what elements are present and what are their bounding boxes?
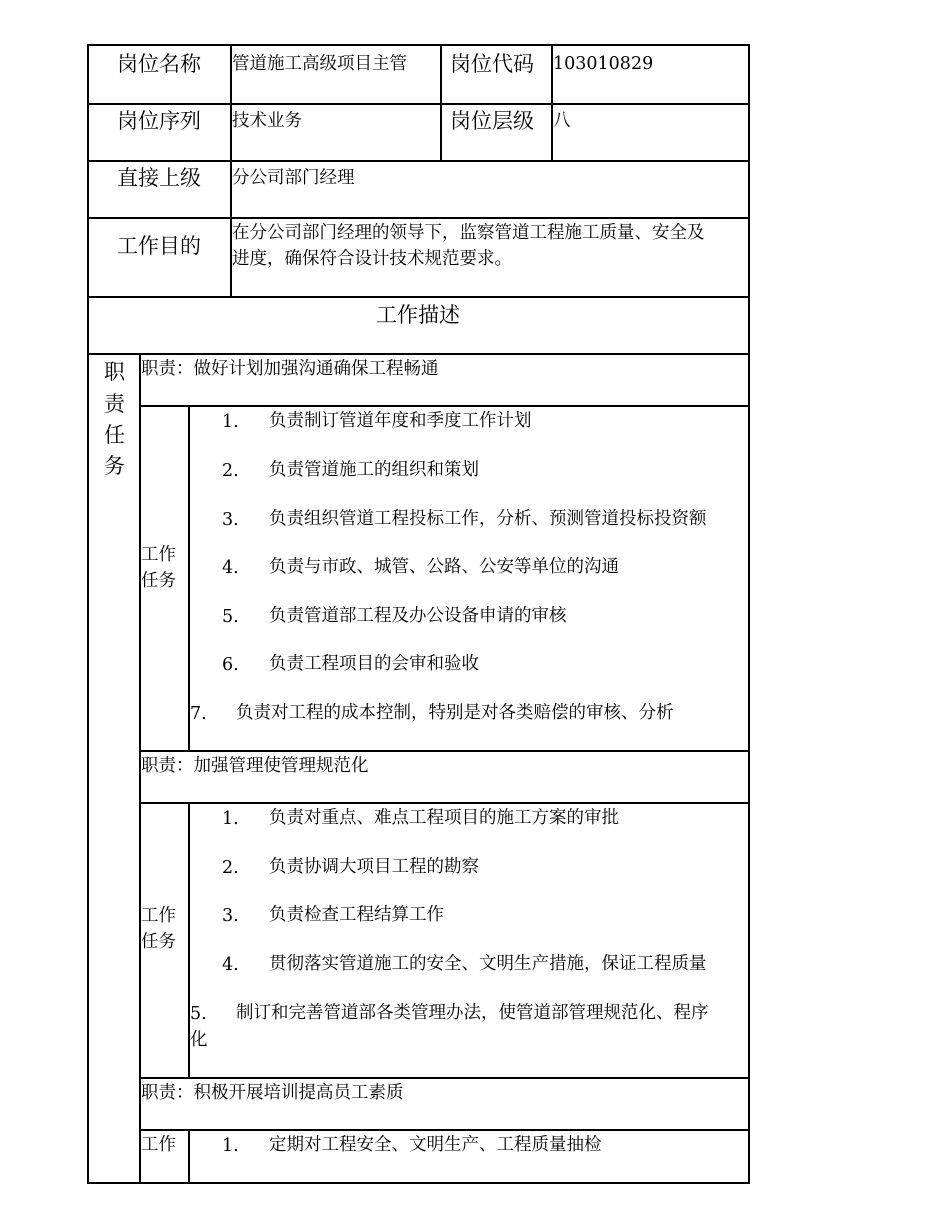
section-title: 工作描述 <box>376 303 460 327</box>
task-label: 工作 <box>141 906 176 926</box>
task-text: 负责组织管道工程投标工作，分析、预测管道投标投资额 <box>269 509 707 529</box>
side-label-char: 务 <box>104 454 125 478</box>
level-value: 八 <box>553 111 571 131</box>
duty-divider <box>139 1077 750 1079</box>
task-label: 工作 <box>141 1135 176 1155</box>
position-code-label: 岗位代码 <box>450 52 534 76</box>
row-divider <box>87 103 750 105</box>
duty-divider <box>139 750 750 752</box>
border-top <box>87 44 750 46</box>
task-text: 负责检查工程结算工作 <box>269 905 444 925</box>
task-text: 负责管道施工的组织和策划 <box>269 460 479 480</box>
task-number: 5. <box>190 1004 207 1024</box>
task-label: 任务 <box>141 932 176 952</box>
series-value: 技术业务 <box>232 111 302 131</box>
task-text: 定期对工程安全、文明生产、工程质量抽检 <box>269 1135 602 1155</box>
task-text: 负责制订管道年度和季度工作计划 <box>269 411 532 431</box>
position-code-value: 103010829 <box>553 54 654 74</box>
side-label-char: 职 <box>104 360 125 384</box>
duty-divider <box>139 405 750 407</box>
side-label-char: 责 <box>104 392 125 416</box>
col-divider <box>440 44 442 161</box>
task-number: 1. <box>222 1136 239 1156</box>
task-number: 2. <box>222 858 239 878</box>
task-number: 5. <box>222 607 239 627</box>
position-name-value: 管道施工高级项目主管 <box>232 54 407 74</box>
row-divider <box>87 217 750 219</box>
series-label: 岗位序列 <box>117 109 201 133</box>
task-text: 贯彻落实管道施工的安全、文明生产措施，保证工程质量 <box>269 954 707 974</box>
task-label: 工作 <box>141 545 176 565</box>
side-label-char: 任 <box>104 423 125 447</box>
superior-label: 直接上级 <box>117 166 201 190</box>
row-divider <box>87 353 750 355</box>
task-number: 7. <box>190 704 207 724</box>
task-text: 负责与市政、城管、公路、公安等单位的沟通 <box>269 557 619 577</box>
duty-title: 职责：积极开展培训提高员工素质 <box>141 1083 404 1103</box>
border-left <box>87 44 89 1183</box>
duty-title: 职责：做好计划加强沟通确保工程畅通 <box>141 359 439 379</box>
task-text: 负责管道部工程及办公设备申请的审核 <box>269 606 567 626</box>
row-divider <box>87 296 750 298</box>
task-col-divider <box>188 1129 190 1183</box>
border-bottom <box>87 1182 750 1184</box>
superior-value: 分公司部门经理 <box>232 168 355 188</box>
task-text-continuation: 化 <box>190 1030 208 1050</box>
border-right <box>748 44 750 1183</box>
task-number: 4. <box>222 558 239 578</box>
task-number: 6. <box>222 655 239 675</box>
task-text: 负责工程项目的会审和验收 <box>269 654 479 674</box>
task-number: 1. <box>222 809 239 829</box>
task-label: 任务 <box>141 571 176 591</box>
purpose-text-line1: 在分公司部门经理的领导下，监察管道工程施工质量、安全及 <box>232 223 705 243</box>
task-col-divider <box>188 405 190 751</box>
task-text: 负责协调大项目工程的勘察 <box>269 857 479 877</box>
purpose-label: 工作目的 <box>117 234 201 258</box>
duty-title: 职责：加强管理使管理规范化 <box>141 756 369 776</box>
task-number: 4. <box>222 955 239 975</box>
duty-divider <box>139 802 750 804</box>
task-number: 1. <box>222 412 239 432</box>
purpose-text-line2: 进度，确保符合设计技术规范要求。 <box>232 249 512 269</box>
task-number: 3. <box>222 906 239 926</box>
task-number: 3. <box>222 510 239 530</box>
task-text: 制订和完善管道部各类管理办法，使管道部管理规范化、程序 <box>236 1003 709 1023</box>
level-label: 岗位层级 <box>450 109 534 133</box>
task-text: 负责对重点、难点工程项目的施工方案的审批 <box>269 808 619 828</box>
task-text: 负责对工程的成本控制，特别是对各类赔偿的审核、分析 <box>236 703 674 723</box>
duty-divider <box>139 1129 750 1131</box>
row-divider <box>87 160 750 162</box>
task-number: 2. <box>222 461 239 481</box>
position-name-label: 岗位名称 <box>117 52 201 76</box>
